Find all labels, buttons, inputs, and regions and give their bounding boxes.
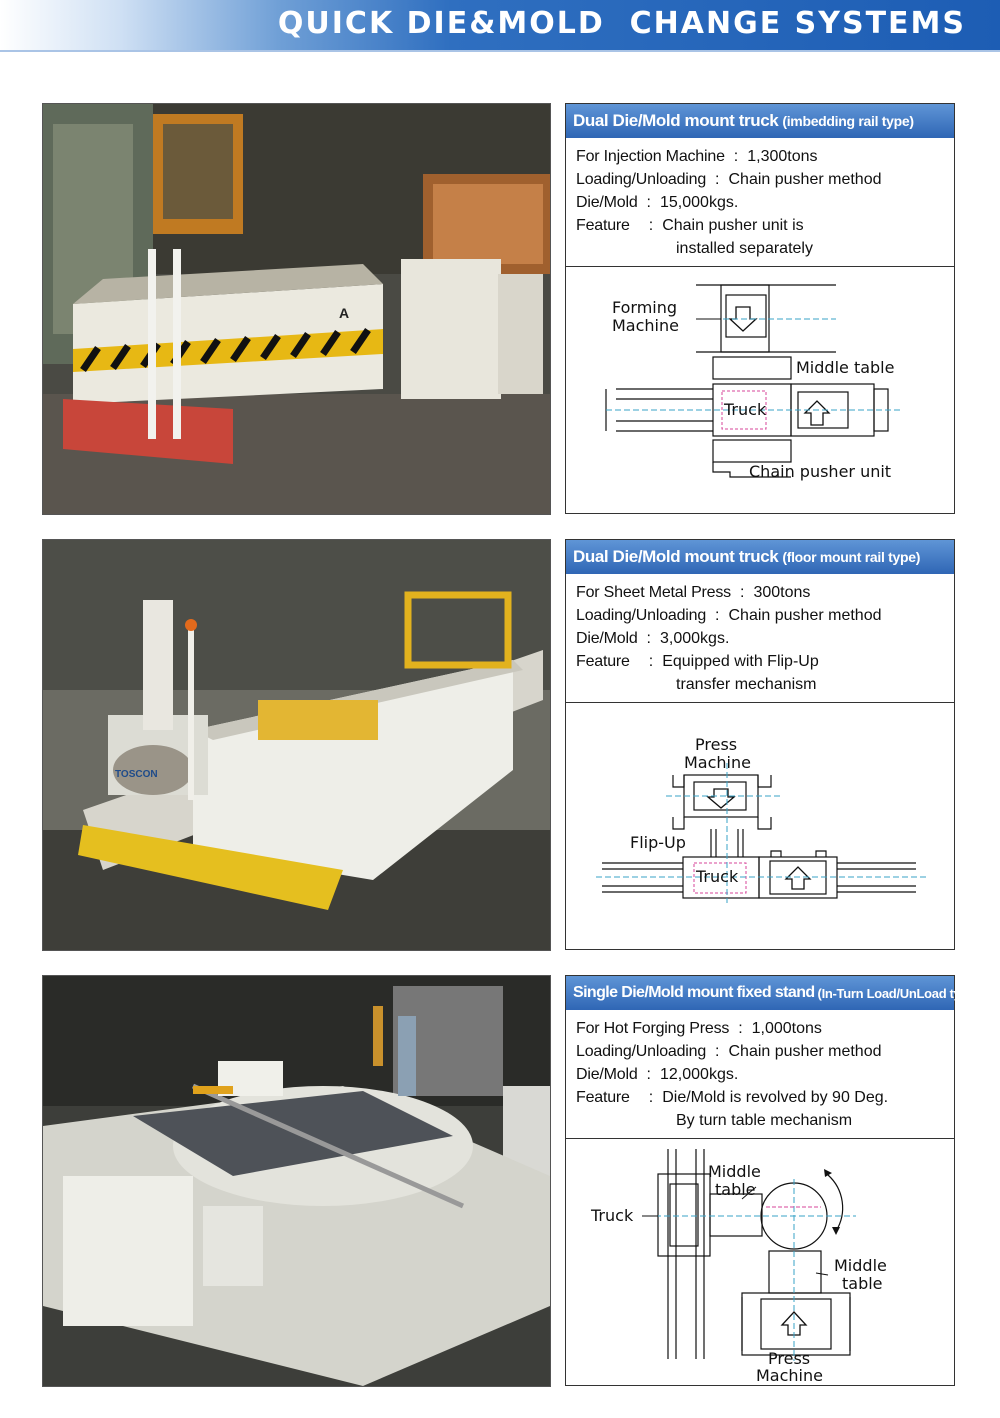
spec-card-imbedding-rail (565, 103, 955, 514)
middle-table-label: Middle table (796, 358, 895, 377)
card-header (566, 540, 954, 574)
pusher-label: Chain pusher unit (749, 462, 892, 481)
photo-imbedding-rail-truck (42, 103, 551, 515)
card-subtitle: (floor mount rail type) (782, 549, 921, 565)
middle-table-1-label-2: table (715, 1180, 756, 1199)
spec-list (566, 138, 954, 267)
spec-card-floor-rail (565, 539, 955, 950)
photo-label-a: A (339, 305, 350, 321)
layout-diagram (566, 703, 954, 931)
truck-label: Truck (724, 400, 767, 419)
middle-table-1-label-1: Middle (708, 1162, 761, 1181)
card-title: Dual Die/Mold mount truck (573, 547, 779, 566)
spec-row-feature: Feature : Chain pusher unit is (576, 217, 804, 234)
page-title: QUICK DIE&MOLD CHANGE SYSTEMS (277, 6, 966, 41)
spec-row-diemold: Die/Mold : 3,000kgs. (576, 630, 730, 647)
card-header (566, 976, 980, 1010)
card-title: Dual Die/Mold mount truck (573, 111, 779, 130)
header-banner (0, 0, 1000, 52)
spec-list (566, 574, 954, 703)
truck-label: Truck (591, 1206, 634, 1225)
middle-table-2-label-1: Middle (834, 1256, 887, 1275)
spec-row-loading: Loading/Unloading : Chain pusher method (576, 171, 882, 188)
layout-diagram (566, 1139, 954, 1385)
press-label-1: Press (768, 1349, 811, 1368)
photo-label-toscon: TOSCON (115, 769, 158, 780)
card-title: Single Die/Mold mount fixed stand (573, 984, 815, 1001)
layout-diagram (566, 267, 954, 495)
card-subtitle: (In-Turn Load/UnLoad type) (817, 985, 980, 1001)
spec-row-feature: Feature : Die/Mold is revolved by 90 Deg. (576, 1089, 889, 1106)
spec-list (566, 1010, 954, 1139)
spec-card-fixed-stand (565, 975, 980, 1386)
truck-label: Truck (696, 867, 739, 886)
spec-row-capacity: For Injection Machine : 1,300tons (576, 148, 818, 165)
photo-fixed-stand-turntable (42, 975, 551, 1387)
photo-floor-rail-truck (42, 539, 551, 951)
spec-row-loading: Loading/Unloading : Chain pusher method (576, 607, 882, 624)
middle-table-2-label-2: table (842, 1274, 883, 1293)
press-label-2: Machine (684, 753, 751, 772)
spec-row-loading: Loading/Unloading : Chain pusher method (576, 1043, 882, 1060)
spec-row-diemold: Die/Mold : 15,000kgs. (576, 194, 739, 211)
press-label-1: Press (695, 735, 738, 754)
spec-row-feature-cont: installed separately (676, 240, 813, 257)
spec-row-feature-cont: transfer mechanism (676, 676, 817, 693)
spec-row-feature: Feature : Equipped with Flip-Up (576, 653, 819, 670)
card-subtitle: (imbedding rail type) (782, 113, 914, 129)
spec-row-capacity: For Sheet Metal Press : 300tons (576, 584, 811, 601)
press-label-2: Machine (756, 1366, 823, 1385)
forming-label-1: Forming (612, 298, 678, 317)
card-header (566, 104, 954, 138)
spec-row-feature-cont: By turn table mechanism (676, 1112, 853, 1129)
spec-row-capacity: For Hot Forging Press : 1,000tons (576, 1020, 822, 1037)
flipup-label: Flip-Up (630, 833, 686, 852)
spec-row-diemold: Die/Mold : 12,000kgs. (576, 1066, 739, 1083)
forming-label-2: Machine (612, 316, 679, 335)
